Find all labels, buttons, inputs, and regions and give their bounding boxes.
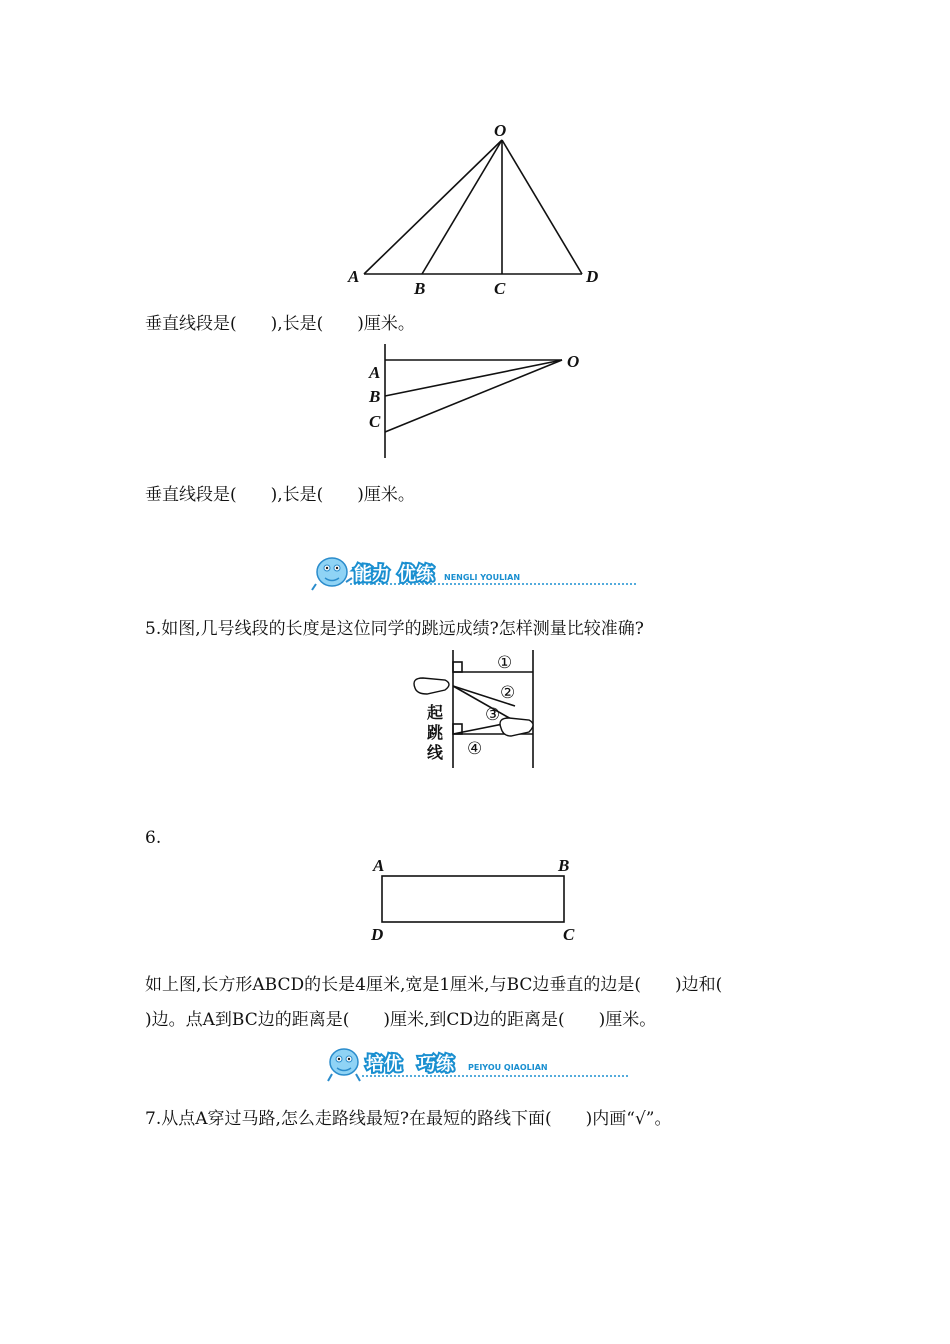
figure-triangle-oabcd bbox=[340, 118, 610, 303]
banner-title-b: 巧练 bbox=[418, 1054, 454, 1075]
section-banner-nengli bbox=[310, 548, 640, 596]
side-label-3: 线 bbox=[427, 743, 444, 762]
label-b: B bbox=[414, 279, 426, 298]
question-fig1-text: 垂直线段是( ),长是( )厘米。 bbox=[145, 314, 415, 334]
label-c: C bbox=[369, 412, 381, 431]
question-6-number: 6. bbox=[145, 828, 162, 848]
segment-label-3: ③ bbox=[485, 705, 501, 725]
label-a: A bbox=[348, 267, 360, 286]
label-b: B bbox=[369, 387, 381, 406]
segment-label-4: ④ bbox=[467, 739, 483, 759]
label-o: O bbox=[567, 352, 580, 371]
figure-rectangle-abcd bbox=[365, 855, 585, 945]
banner-pinyin: NENGLI YOULIAN bbox=[444, 573, 521, 582]
label-d: D bbox=[371, 925, 384, 944]
question-7-text: 7.从点A穿过马路,怎么走路线最短?在最短的路线下面( )内画“√”。 bbox=[145, 1109, 672, 1129]
segment-label-2: ② bbox=[500, 683, 516, 703]
mascot-icon bbox=[328, 1049, 360, 1081]
label-c: C bbox=[494, 279, 506, 298]
figure-long-jump bbox=[405, 648, 545, 773]
segment-label-1: ① bbox=[497, 653, 513, 673]
figure-vertical-line-o bbox=[360, 338, 590, 463]
section-banner-peiyou bbox=[322, 1042, 632, 1084]
question-fig2-text: 垂直线段是( ),长是( )厘米。 bbox=[145, 485, 415, 505]
mascot-icon bbox=[312, 558, 352, 590]
banner-title-b: 优练 bbox=[398, 564, 434, 585]
side-label-2: 跳 bbox=[427, 723, 444, 742]
question-6-line2: )边。点A到BC边的距离是( )厘米,到CD边的距离是( )厘米。 bbox=[145, 1010, 657, 1030]
label-o: O bbox=[494, 121, 507, 140]
question-6-line1: 如上图,长方形ABCD的长是4厘米,宽是1厘米,与BC边垂直的边是( )边和( bbox=[145, 975, 723, 995]
label-a: A bbox=[373, 856, 385, 875]
question-5-text: 5.如图,几号线段的长度是这位同学的跳远成绩?怎样测量比较准确? bbox=[145, 619, 644, 639]
label-b: B bbox=[558, 856, 570, 875]
label-c: C bbox=[563, 925, 575, 944]
label-d: D bbox=[586, 267, 599, 286]
banner-title-a: 培优 bbox=[366, 1054, 402, 1075]
banner-pinyin: PEIYOU QIAOLIAN bbox=[468, 1063, 548, 1072]
banner-title-a: 能力 bbox=[354, 564, 390, 585]
label-a: A bbox=[369, 363, 381, 382]
side-label-1: 起 bbox=[427, 703, 444, 722]
